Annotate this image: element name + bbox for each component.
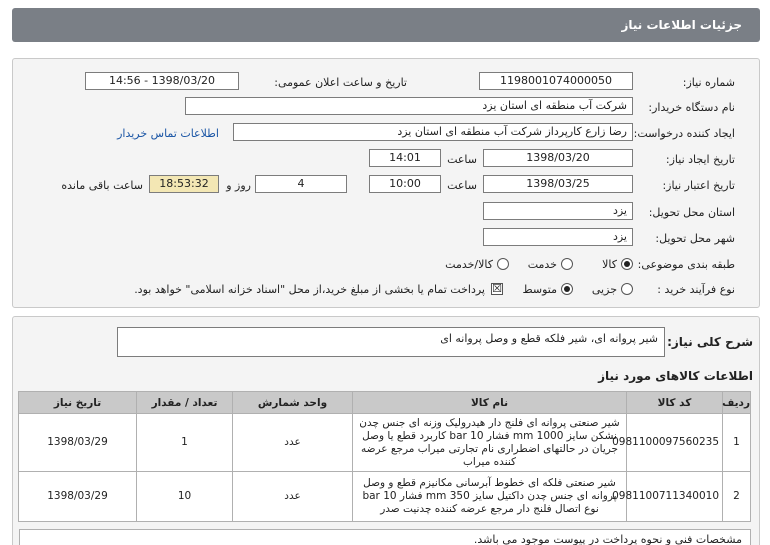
category-goods-label: کالا bbox=[602, 258, 617, 271]
remaining-time-field: 18:53:32 bbox=[149, 175, 219, 193]
category-goods-service-label: کالا/خدمت bbox=[445, 258, 493, 271]
table-row bbox=[19, 472, 751, 522]
col-name: نام کالا bbox=[353, 392, 627, 414]
treasury-payment-note: پرداخت تمام یا بخشی از مبلغ خرید،از محل "اسناد خزانه اسلامی" خواهد بود. bbox=[134, 283, 485, 296]
buyer-org-field: شرکت آب منطقه ای استان یزد bbox=[185, 97, 633, 115]
description-field: شیر پروانه ای، شیر فلکه قطع و وصل پروانه ای bbox=[117, 327, 665, 357]
creator-field: رضا زارع کارپرداز شرکت آب منطقه ای استان یزد bbox=[233, 123, 633, 141]
valid-date-label: تاریخ اعتبار نیاز: bbox=[662, 179, 735, 192]
valid-date-field: 1398/03/25 bbox=[483, 175, 633, 193]
process-minor-label: جزیی bbox=[591, 283, 617, 296]
create-time-field: 14:01 bbox=[369, 149, 441, 167]
remaining-days-field: 4 bbox=[255, 175, 347, 193]
buyer-org-label: نام دستگاه خریدار: bbox=[648, 101, 735, 114]
category-goods-service-radio[interactable] bbox=[497, 258, 509, 270]
row-name: شیر صنعتی فلکه ای خطوط آبرسانی مکانیزم قطع و وصل پروانه ای جنس چدن داکتیل سایز mm 350 فشار bar 10 نوع اتصال فلنج دار مرجع عرضه کننده چدنیت صدر bbox=[353, 472, 627, 522]
row-unit: عدد bbox=[233, 414, 353, 472]
page-header bbox=[12, 8, 760, 42]
announce-datetime-label: تاریخ و ساعت اعلان عمومی: bbox=[274, 76, 407, 89]
create-date-field: 1398/03/20 bbox=[483, 149, 633, 167]
col-date: تاریخ نیاز bbox=[19, 392, 137, 414]
city-field: یزد bbox=[483, 228, 633, 246]
process-medium-radio[interactable] bbox=[561, 283, 573, 295]
items-table bbox=[18, 391, 751, 522]
col-index: ردیف bbox=[723, 392, 751, 414]
row-qty: 10 bbox=[137, 472, 233, 522]
attachment-note: مشخصات فنی و نحوه پرداخت در پیوست موجود می باشد. bbox=[19, 529, 751, 545]
category-label: طبقه بندی موضوعی: bbox=[637, 258, 735, 271]
create-time-label: ساعت bbox=[447, 153, 477, 166]
category-service-label: خدمت bbox=[527, 258, 557, 271]
row-qty: 1 bbox=[137, 414, 233, 472]
process-minor-radio[interactable] bbox=[621, 283, 633, 295]
row-index: 2 bbox=[723, 472, 751, 522]
table-row bbox=[19, 414, 751, 472]
row-index: 1 bbox=[723, 414, 751, 472]
city-label: شهر محل تحویل: bbox=[655, 232, 735, 245]
announce-datetime-field: 1398/03/20 - 14:56 bbox=[85, 72, 239, 90]
category-service-radio[interactable] bbox=[561, 258, 573, 270]
valid-time-field: 10:00 bbox=[369, 175, 441, 193]
remaining-time-label: ساعت باقی مانده bbox=[61, 179, 143, 192]
row-name: شیر صنعتی پروانه ای فلنج دار هیدرولیک وزنه ای جنس چدن نشکن سایز mm 1000 فشار bar 10 کاربرد قطع یا وصل جریان در حالتهای اضطراری نام تجارتی میراب مرجع عرضه کننده میراب bbox=[353, 414, 627, 472]
page-title: جزئیات اطلاعات نیاز bbox=[621, 18, 742, 32]
col-code: کد کالا bbox=[627, 392, 723, 414]
items-section-title: اطلاعات کالاهای مورد نیاز bbox=[598, 369, 753, 383]
items-table-header bbox=[19, 392, 751, 414]
create-date-label: تاریخ ایجاد نیاز: bbox=[665, 153, 735, 166]
valid-time-label: ساعت bbox=[447, 179, 477, 192]
province-label: استان محل تحویل: bbox=[648, 206, 735, 219]
buyer-contact-link[interactable]: اطلاعات تماس خریدار bbox=[117, 127, 219, 140]
row-date: 1398/03/29 bbox=[19, 472, 137, 522]
description-label: شرح کلی نیاز: bbox=[667, 335, 753, 349]
need-number-label: شماره نیاز: bbox=[682, 76, 735, 89]
row-date: 1398/03/29 bbox=[19, 414, 137, 472]
row-unit: عدد bbox=[233, 472, 353, 522]
items-panel bbox=[12, 316, 760, 545]
need-number-field: 1198001074000050 bbox=[479, 72, 633, 90]
creator-label: ایجاد کننده درخواست: bbox=[633, 127, 735, 140]
treasury-payment-checkbox[interactable]: ☒ bbox=[492, 282, 502, 295]
col-qty: تعداد / مقدار bbox=[137, 392, 233, 414]
process-label: نوع فرآیند خرید : bbox=[657, 283, 735, 296]
col-unit: واحد شمارش bbox=[233, 392, 353, 414]
row-code: 0981100711340010 bbox=[627, 472, 723, 522]
province-field: یزد bbox=[483, 202, 633, 220]
need-info-panel bbox=[12, 58, 760, 308]
process-medium-label: متوسط bbox=[522, 283, 557, 296]
days-label: روز و bbox=[226, 179, 251, 192]
row-code: 0981100097560235 bbox=[627, 414, 723, 472]
category-goods-radio[interactable] bbox=[621, 258, 633, 270]
